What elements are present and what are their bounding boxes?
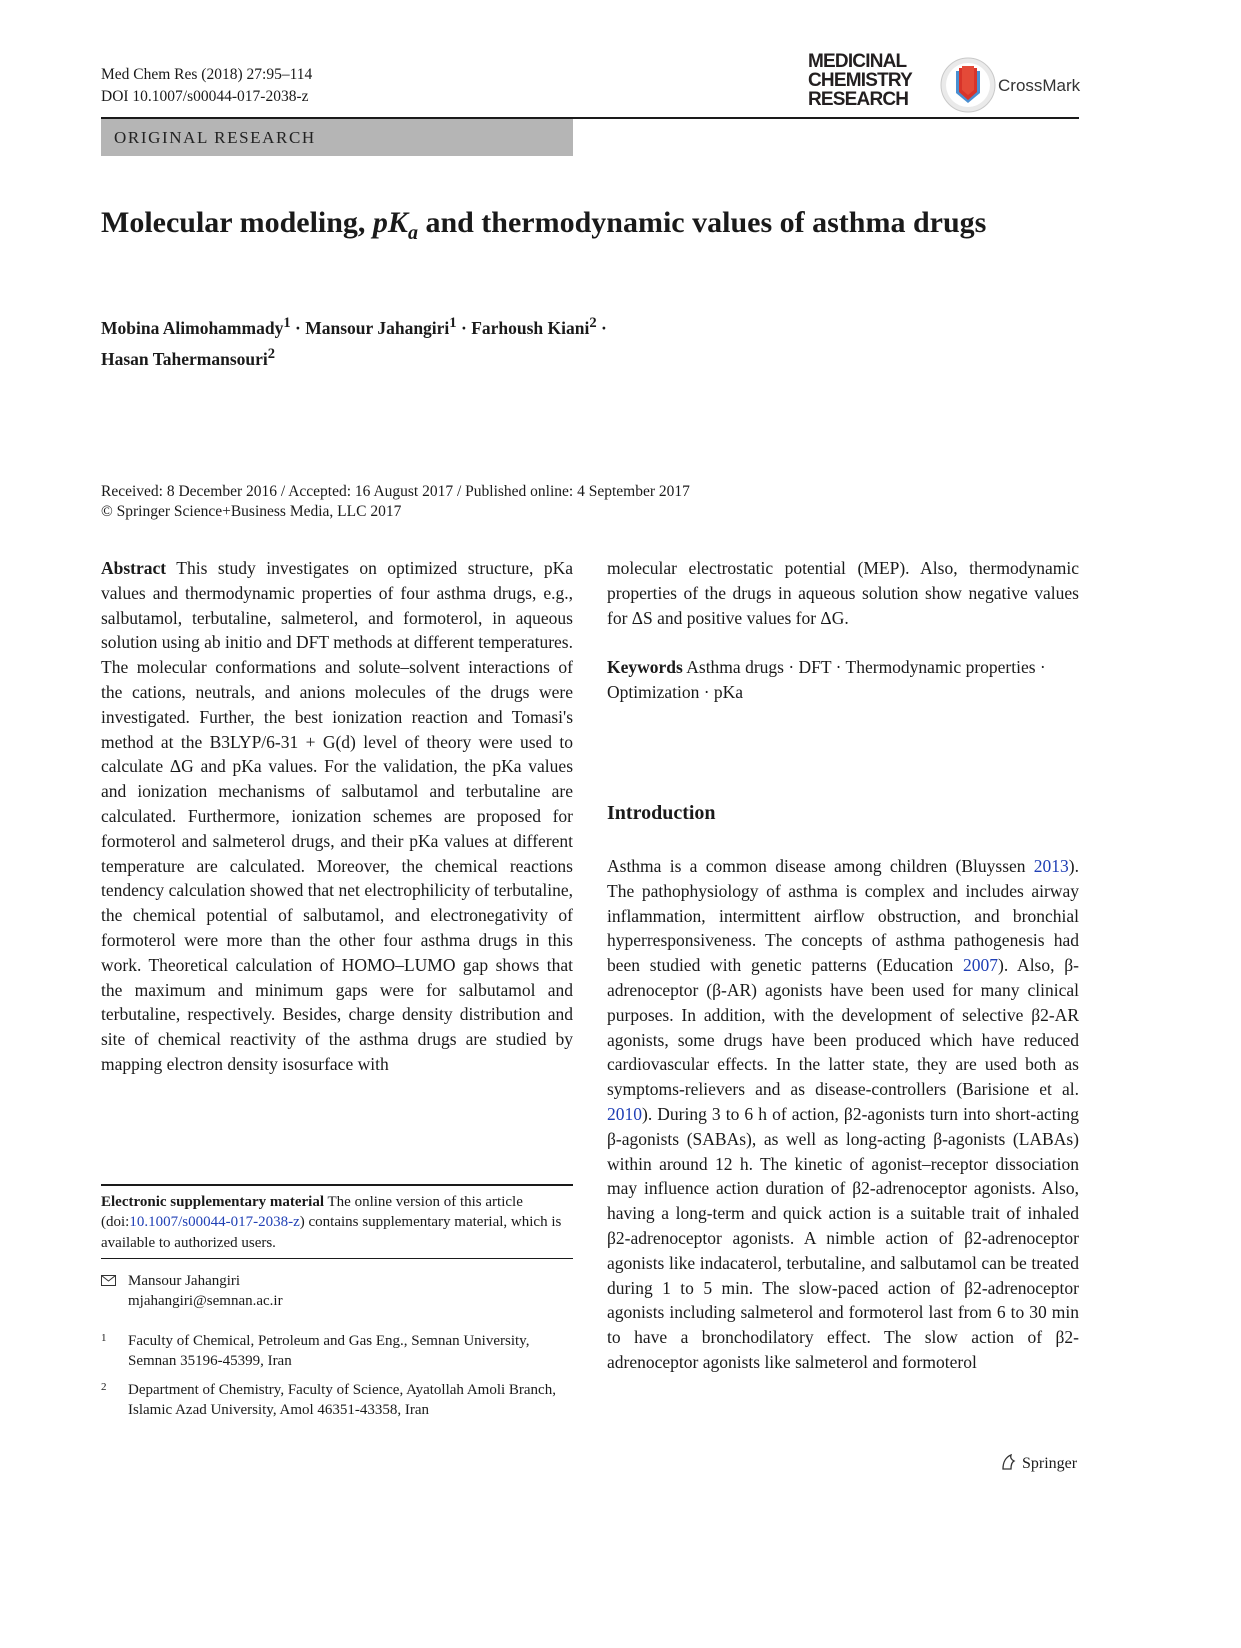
affiliation-number: 1: [101, 1332, 107, 1344]
author-affiliation: 1: [449, 315, 457, 331]
introduction-heading: Introduction: [607, 802, 716, 824]
author-separator: ·: [596, 317, 607, 338]
logo-line-2: CHEMISTRY: [808, 70, 912, 91]
journal-logo[interactable]: [808, 52, 938, 109]
supp-doi-link[interactable]: 10.1007/s00044-017-2038-z: [129, 1214, 300, 1231]
publisher-mark: [1000, 1453, 1077, 1473]
footnote-rule: [101, 1184, 573, 1186]
abstract-text: This study investigates on optimized structure, pKa values and thermodynamic properties of four asthma drugs, e.g., salbutamol, terbutaline, salmeterol, and formoterol, in aqueous solution using ab initio and DFT methods at different temperatures. The molecular conformations and solute–solvent interactions of the cations, neutrals, and anions molecules of the drugs were investigated. Further, the best ionization reaction and Tomasi's method at the B3LYP/6-31 + G(d) level of theory were used to calculate ΔG and pKa values. For the validation, the pKa values and ionization mechanisms of salbutamol and terbutaline are calculated. Furthermore, ionization schemes are proposed for formoterol and salmeterol drugs, and their pKa values at different temperature are calculated. Moreover, the chemical reactions tendency calculation showed that net electrophilicity of terbutaline, the chemical potential of salbutamol, and electronegativity of formoterol were more than the other four asthma drugs in this work. Theoretical calculation of HOMO–LUMO gap shows that the maximum and minimum gaps were for salbutamol and terbutaline, respectively. Besides, charge density distribution and site of chemical reactivity of the asthma drugs are studied by mapping electron density isosurface with: [101, 558, 573, 1074]
journal-citation: Med Chem Res (2018) 27:95–114: [101, 66, 313, 83]
intro-text-2: ). The pathophysiology of asthma is complex and includes airway inflammation, intermittent airflow obstruction, and bronchial hyperresponsiveness. The concepts of asthma pathogenesis had been studied with genetic patterns (Education: [607, 856, 1079, 976]
citation-link-2013[interactable]: 2013: [1033, 856, 1069, 876]
copyright-line: © Springer Science+Business Media, LLC 2017: [101, 503, 402, 520]
logo-line-1: MEDICINAL: [808, 51, 907, 72]
doi-line: DOI 10.1007/s00044-017-2038-z: [101, 88, 309, 105]
affiliation-text: Faculty of Chemical, Petroleum and Gas Eng., Semnan University, Semnan 35196-45399, Iran: [128, 1333, 530, 1370]
author-separator: ·: [290, 317, 306, 338]
supp-text-1: The online version of this article (doi:: [101, 1194, 523, 1231]
corr-email[interactable]: mjahangiri@semnan.ac.ir: [128, 1293, 283, 1310]
author-name[interactable]: Farhoush Kiani: [471, 317, 590, 338]
intro-text-1: Asthma is a common disease among children (Bluyssen: [607, 856, 1034, 876]
supp-label: Electronic supplementary material: [101, 1194, 325, 1210]
citation-link-2010[interactable]: 2010: [607, 1103, 642, 1124]
corr-name: Mansour Jahangiri: [128, 1273, 241, 1289]
title-pk: pK: [372, 206, 408, 239]
author-separator: ·: [456, 317, 472, 338]
keywords-paragraph: [607, 655, 1079, 705]
abstract-continued: molecular electrostatic potential (MEP). Also, thermodynamic properties of the drugs in aqueous solution show negative values for ΔS and positive values for ΔG.: [607, 558, 1079, 628]
title-text-1: Molecular modeling,: [101, 206, 373, 239]
article-type-band: ORIGINAL RESEARCH: [101, 119, 573, 156]
introduction-paragraph: [607, 854, 1079, 1375]
publisher-name: Springer: [1022, 1455, 1078, 1472]
envelope-icon: [101, 1275, 116, 1286]
supp-text-2: ) contains supplementary material, which is available to authorized users.: [101, 1214, 562, 1251]
intro-text-4: ). During 3 to 6 h of action, β2-agonists turn into short-acting β-agonists (SABAs), as well as long-acting β-agonists (LABAs) within around 12 h. The kinetic of agonist–receptor dissociation may influence action duration of β2-adrenoceptor agonists. Also, having a long-term and quick action is a suitable trait of inhaled β2-adrenoceptor agonists. A nimble action of β2-adrenoceptor agonists like indacaterol, terbutaline, and salbutamol can be treated during 1 to 5 min. The slow-paced action of β2-adrenoceptor agonists including salmeterol and formoterol last from 6 to 30 min to have a bronchodilatory effect. The slow action of β2-adrenoceptor agonists like salmeterol and formoterol: [607, 1103, 1079, 1372]
received-dates: Received: 8 December 2016 / Accepted: 16 August 2017 / Published online: 4 September 2017: [101, 483, 690, 500]
corresponding-author: [101, 1271, 573, 1312]
publication-history: [101, 482, 1001, 522]
affiliation-text: Department of Chemistry, Faculty of Science, Ayatollah Amoli Branch, Islamic Azad University, Amol 46351-43358, Iran: [128, 1382, 556, 1419]
author-affiliation: 2: [589, 315, 597, 331]
affiliation-2: [101, 1380, 573, 1421]
crossmark-label[interactable]: CrossMark: [998, 76, 1081, 95]
keywords-label: Keywords: [607, 657, 683, 678]
springer-horse-icon: [1000, 1453, 1018, 1471]
affiliation-1: [101, 1331, 573, 1372]
citation-link-2007[interactable]: 2007: [963, 955, 999, 976]
author-affiliation: 1: [283, 315, 291, 331]
keywords-text: Asthma drugs · DFT · Thermodynamic properties · Optimization · pKa: [607, 657, 1046, 703]
abstract-label: Abstract: [101, 558, 167, 578]
abstract-paragraph: [101, 556, 573, 1077]
intro-text-3: ). Also, β-adrenoceptor (β-AR) agonists have been used for many clinical purposes. In addition, with the development of selective β2-AR agonists, some drugs have been produced which have reduced cardiovascular effects. In the latter state, they are used both as symptoms-relievers and as disease-controllers (Barisione et al.: [607, 955, 1079, 1100]
author-name[interactable]: Mansour Jahangiri: [305, 317, 450, 338]
article-title: [101, 205, 1061, 251]
logo-line-3: RESEARCH: [808, 89, 909, 110]
footnote-rule-2: [101, 1258, 573, 1259]
right-column-top: [607, 556, 1079, 705]
journal-reference: [101, 64, 312, 108]
author-name[interactable]: Hasan Tahermansouri: [101, 348, 268, 369]
crossmark-icon[interactable]: [940, 57, 996, 113]
author-name[interactable]: Mobina Alimohammady: [101, 317, 284, 338]
affiliation-number: 2: [101, 1381, 107, 1393]
supplementary-note: [101, 1192, 573, 1253]
title-text-2: and thermodynamic values of asthma drugs: [417, 206, 987, 239]
author-affiliation: 2: [267, 345, 276, 362]
abstract-column: [101, 556, 573, 1077]
title-pk-subscript: a: [407, 222, 418, 244]
introduction-column: [607, 854, 1079, 1375]
author-list: [101, 310, 801, 372]
